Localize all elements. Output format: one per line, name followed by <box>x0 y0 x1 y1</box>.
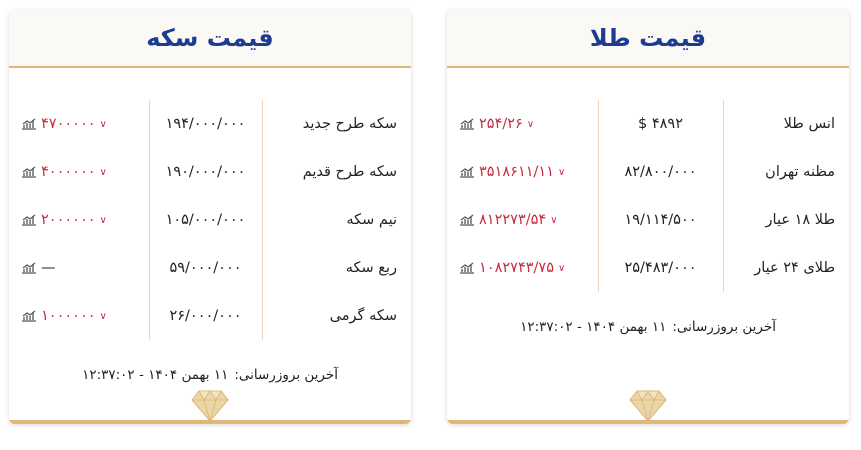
change-value: ۴۷۰۰۰۰۰ <box>41 116 96 132</box>
table-row <box>9 292 411 340</box>
item-name: سکه گرمی <box>329 308 397 324</box>
item-price: ۱۹۴/۰۰۰/۰۰۰ <box>165 116 246 132</box>
table-row <box>9 196 411 244</box>
item-change <box>21 148 107 196</box>
change-value: ۲۵۴/۲۶ <box>479 116 523 132</box>
change-value: ۲۰۰۰۰۰۰ <box>41 212 96 228</box>
gold-price-table <box>447 100 849 292</box>
gold-card-header <box>447 10 849 68</box>
change-value: — <box>41 260 56 276</box>
table-row <box>447 196 849 244</box>
item-name: نیم سکه <box>346 212 397 228</box>
change-value: ۴۰۰۰۰۰۰ <box>41 164 96 180</box>
item-name: انس طلا <box>783 116 835 132</box>
item-price: ۸۲/۸۰۰/۰۰۰ <box>624 164 697 180</box>
chevron-down-icon: ∨ <box>99 118 107 130</box>
chart-icon[interactable] <box>21 118 37 130</box>
item-change <box>459 100 534 148</box>
change-value: ۱۰۸۲۷۴۳/۷۵ <box>479 260 554 276</box>
chart-icon[interactable] <box>21 166 37 178</box>
change-value: ۱۰۰۰۰۰۰ <box>41 308 96 324</box>
item-price: ۱۹/۱۱۴/۵۰۰ <box>624 212 697 228</box>
chart-icon[interactable] <box>459 214 475 226</box>
chart-icon[interactable] <box>21 262 37 274</box>
last-update-label: آخرین بروزرسانی: <box>672 319 776 335</box>
table-row <box>447 244 849 292</box>
chevron-down-icon: ∨ <box>99 166 107 178</box>
last-update-label: آخرین بروزرسانی: <box>234 367 338 383</box>
coin-price-card <box>9 10 411 424</box>
item-price: ۱۹۰/۰۰۰/۰۰۰ <box>165 164 246 180</box>
chevron-down-icon: ∨ <box>99 310 107 322</box>
chevron-down-icon: ∨ <box>99 214 107 226</box>
item-price: ۱۰۵/۰۰۰/۰۰۰ <box>165 212 246 228</box>
table-row <box>9 148 411 196</box>
item-name: طلای ۲۴ عیار <box>754 260 835 276</box>
item-price: ۲۶/۰۰۰/۰۰۰ <box>169 308 242 324</box>
gold-price-card <box>447 10 849 424</box>
chart-icon[interactable] <box>21 310 37 322</box>
item-price: $ ۴۸۹۲ <box>638 116 683 132</box>
item-name: ربع سکه <box>345 260 397 276</box>
item-name: طلا ۱۸ عیار <box>765 212 835 228</box>
last-update-time: ۱۱ بهمن ۱۴۰۴ - ۱۲:۳۷:۰۲ <box>82 367 229 383</box>
chart-icon[interactable] <box>459 166 475 178</box>
item-change <box>459 148 565 196</box>
coin-card-title: قیمت سکه <box>146 24 274 52</box>
item-name: مظنه تهران <box>765 164 835 180</box>
coin-card-header <box>9 10 411 68</box>
chart-icon[interactable] <box>459 262 475 274</box>
item-price: ۵۹/۰۰۰/۰۰۰ <box>169 260 242 276</box>
gold-card-title: قیمت طلا <box>589 24 707 52</box>
diamond-icon <box>191 388 229 422</box>
table-row <box>9 100 411 148</box>
item-change <box>21 100 107 148</box>
coin-price-table <box>9 100 411 340</box>
chevron-down-icon: ∨ <box>550 214 558 226</box>
chart-icon[interactable] <box>459 118 475 130</box>
chevron-down-icon: ∨ <box>526 118 535 130</box>
last-update <box>447 319 849 335</box>
item-name: سکه طرح جدید <box>302 116 397 132</box>
chevron-down-icon: ∨ <box>557 166 566 178</box>
item-change <box>21 244 56 292</box>
item-name: سکه طرح قدیم <box>302 164 397 180</box>
table-row <box>9 244 411 292</box>
table-row <box>447 148 849 196</box>
item-change <box>21 196 107 244</box>
change-value: ۸۱۲۲۷۳/۵۴ <box>479 212 547 228</box>
item-change <box>459 196 558 244</box>
last-update-time: ۱۱ بهمن ۱۴۰۴ - ۱۲:۳۷:۰۲ <box>520 319 667 335</box>
last-update <box>9 367 411 383</box>
chart-icon[interactable] <box>21 214 37 226</box>
item-change <box>21 292 107 340</box>
change-value: ۳۵۱۸۶۱۱/۱۱ <box>479 164 554 180</box>
chevron-down-icon: ∨ <box>557 262 566 274</box>
item-price: ۲۵/۴۸۳/۰۰۰ <box>624 260 697 276</box>
item-change <box>459 244 565 292</box>
table-row <box>447 100 849 148</box>
diamond-icon <box>629 388 667 422</box>
